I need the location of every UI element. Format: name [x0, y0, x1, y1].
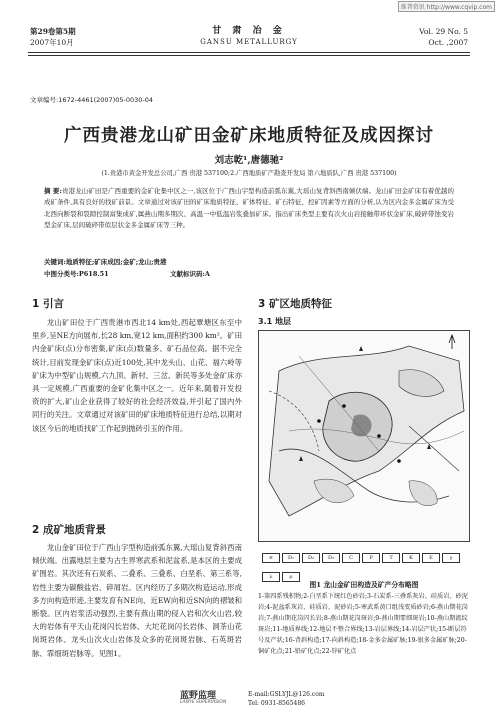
ore-point: [342, 404, 346, 408]
legend-item: P: [362, 553, 380, 563]
map-drawing: [259, 331, 469, 541]
authors: 刘志乾¹,唐德驰²: [214, 155, 284, 166]
figure-caption: [258, 580, 470, 657]
doc-code: 文献标识码:A: [170, 270, 210, 278]
section-2-heading: 2 成矿地质背景: [32, 524, 106, 536]
footer-tel: Tel: 0931-8565486: [248, 700, 305, 707]
section-1-heading: 1 引言: [32, 298, 64, 310]
legend-item: λ: [262, 572, 280, 582]
legend-item: K: [402, 553, 420, 563]
figure-legend-text: 1-第四系残积物;2-白垩系下统红色砂岩;3-石炭系-三叠系灰岩、硅质岩、砂泥岩;4-泥盆系灰岩、硅质岩、泥砂岩;5-寒武系黄口组浅变质砂岩;6-燕山期花岗岩;7-燕山期花岗闪长岩;8-燕山期花岗斑岩;9-燕山期霏细斑岩;10-燕山期流纹斑岩;11-地质界线;12-地层不整合界线;13-岩层界线;14-岩层产状;15-断层符号及产状;16-背斜构造;17-向斜构造;18-金多金属矿脉;19-银多金属矿脉;20-铜矿化点;21-铅矿化点;22-锌矿化点: [258, 593, 468, 655]
date-en: Oct. ,2007: [428, 38, 468, 47]
header-rule: [28, 52, 470, 53]
affiliation: (1.贵港市黄金开发总公司,广西 贵港 537100;2.广西地质矿产勘查开发局 第六地质队,广西 贵港 537100): [101, 170, 397, 177]
footer-logo-subtitle: LANYE SUPERVISION: [180, 700, 227, 705]
footer-email: E-mail:GSLYJL@126.com: [248, 691, 325, 698]
keywords: 关键词:地质特征;矿床成因;金矿;龙山;贵港: [44, 258, 167, 266]
header-rule-thin: [28, 55, 470, 56]
paper-title: 广西贵港龙山矿田金矿床地质特征及成因探讨: [64, 126, 434, 146]
date-cn: 2007年10月: [30, 38, 74, 47]
article-number: 文章编号:1672-4461(2007)05-0030-04: [30, 96, 154, 104]
legend-item: E: [422, 553, 440, 563]
section-1-text: 龙山矿田位于广西贵港市西北14 km处,西起覃塘区东至中里乡,呈NE方向展布,长28 km,宽12 km,面积约300 km²。矿田内金矿床(点)分布密集,矿床(点)数量多、矿石品位高。据不完全统计,目前发现金矿床(点)近100处,其中龙头山、山花、福六岭等矿床为中型矿山规模,六九顶、新村、三岔、新民等多处金矿床亦具一定规模,广西重要的金矿化集中区之一。近年来,随着开发投资的扩大,矿山企业获得了较好的社会经济效益,并引起了国内外同行的关注。文章通过对该矿田的矿床地质特征进行总结,以期对该区今后的地质找矿工作起到抛砖引玉的作用。: [32, 318, 242, 433]
abstract-text: 贵港龙山矿田是广西重要的金矿化集中区之一,该区位于广西山字型构造前弧东翼,大瑶山复背斜西南倾伏端。龙山矿田金矿床有着优越的成矿条件,具有良好的找矿前景。文章通过对该矿田的矿床地质特征、矿体特征、矿石特征、控矿因素等方面的分析,认为区内金多金属矿床为受北西向断裂和裂隙控制富集成矿,属燕山期多期次、高温一中低温岩浆叠加矿床。指出矿床类型主要有次火山岩接触带环状金矿床,破碎带蚀变岩型金矿床,层间破碎带似层状金多金属矿床等三种。: [44, 187, 454, 230]
legend-item: ∈: [262, 553, 280, 563]
footer-contact: [248, 690, 325, 708]
volume-en: Vol. 29 No. 5: [419, 27, 468, 36]
legend-item: D₁: [282, 553, 300, 563]
ore-point: [377, 434, 381, 438]
clc-number: 中图分类号:P618.51: [44, 270, 109, 278]
section-3-heading: 3 矿区地质特征: [258, 298, 332, 310]
ore-point: [397, 459, 401, 463]
abstract: [44, 186, 454, 232]
volume-cn: 第29卷第5期: [30, 27, 76, 36]
legend-item: ρ: [282, 572, 300, 582]
watermark: 维普资讯 http://www.cqvip.com: [398, 1, 495, 12]
header-right: [419, 26, 468, 48]
journal-name-cn: 甘 肃 冶 金: [212, 26, 286, 36]
legend-item: D₂: [302, 553, 320, 563]
legend-item: D₃: [322, 553, 340, 563]
section-2-text: 龙山金矿田位于广西山字型构造前弧东翼,大瑶山复背斜西南倾伏端。出露地层主要为古生界寒武系和泥盆系,是本区的主要成矿围岩。其次还有石炭系、二叠系、三叠系、白垩系、第三系等,岩性主要为碳酸盐岩、碎屑岩。区内经历了多期次构造运动,形成多方向构造形迹,主要发育有NE向、近EW向和近SN向的褶皱和断裂。区内岩浆活动强烈,主要有燕山期的侵入岩和次火山岩,较大的岩体有平天山花岗闪长岩体、大坨花岗闪长岩体、洞茶山花岗斑岩体、龙头山次火山岩体及众多的花岗斑岩脉、石英斑岩脉、霏细斑岩脉等。见图1。: [32, 543, 242, 658]
map-legend: [262, 547, 468, 580]
legend-item: γ: [442, 553, 460, 563]
figure-title: 图1 龙山金矿田构造及矿产分布略图: [309, 581, 419, 589]
legend-item: C: [342, 553, 360, 563]
footer-logo: 蓝野监理: [180, 691, 217, 701]
section-3-1-heading: 3.1 地层: [258, 317, 291, 326]
journal-name-en: GANSU METALLURGY: [200, 38, 298, 46]
ore-point: [317, 419, 321, 423]
legend-item: T: [382, 553, 400, 563]
abstract-label: 摘 要:: [44, 187, 62, 195]
geological-map: [258, 330, 470, 542]
